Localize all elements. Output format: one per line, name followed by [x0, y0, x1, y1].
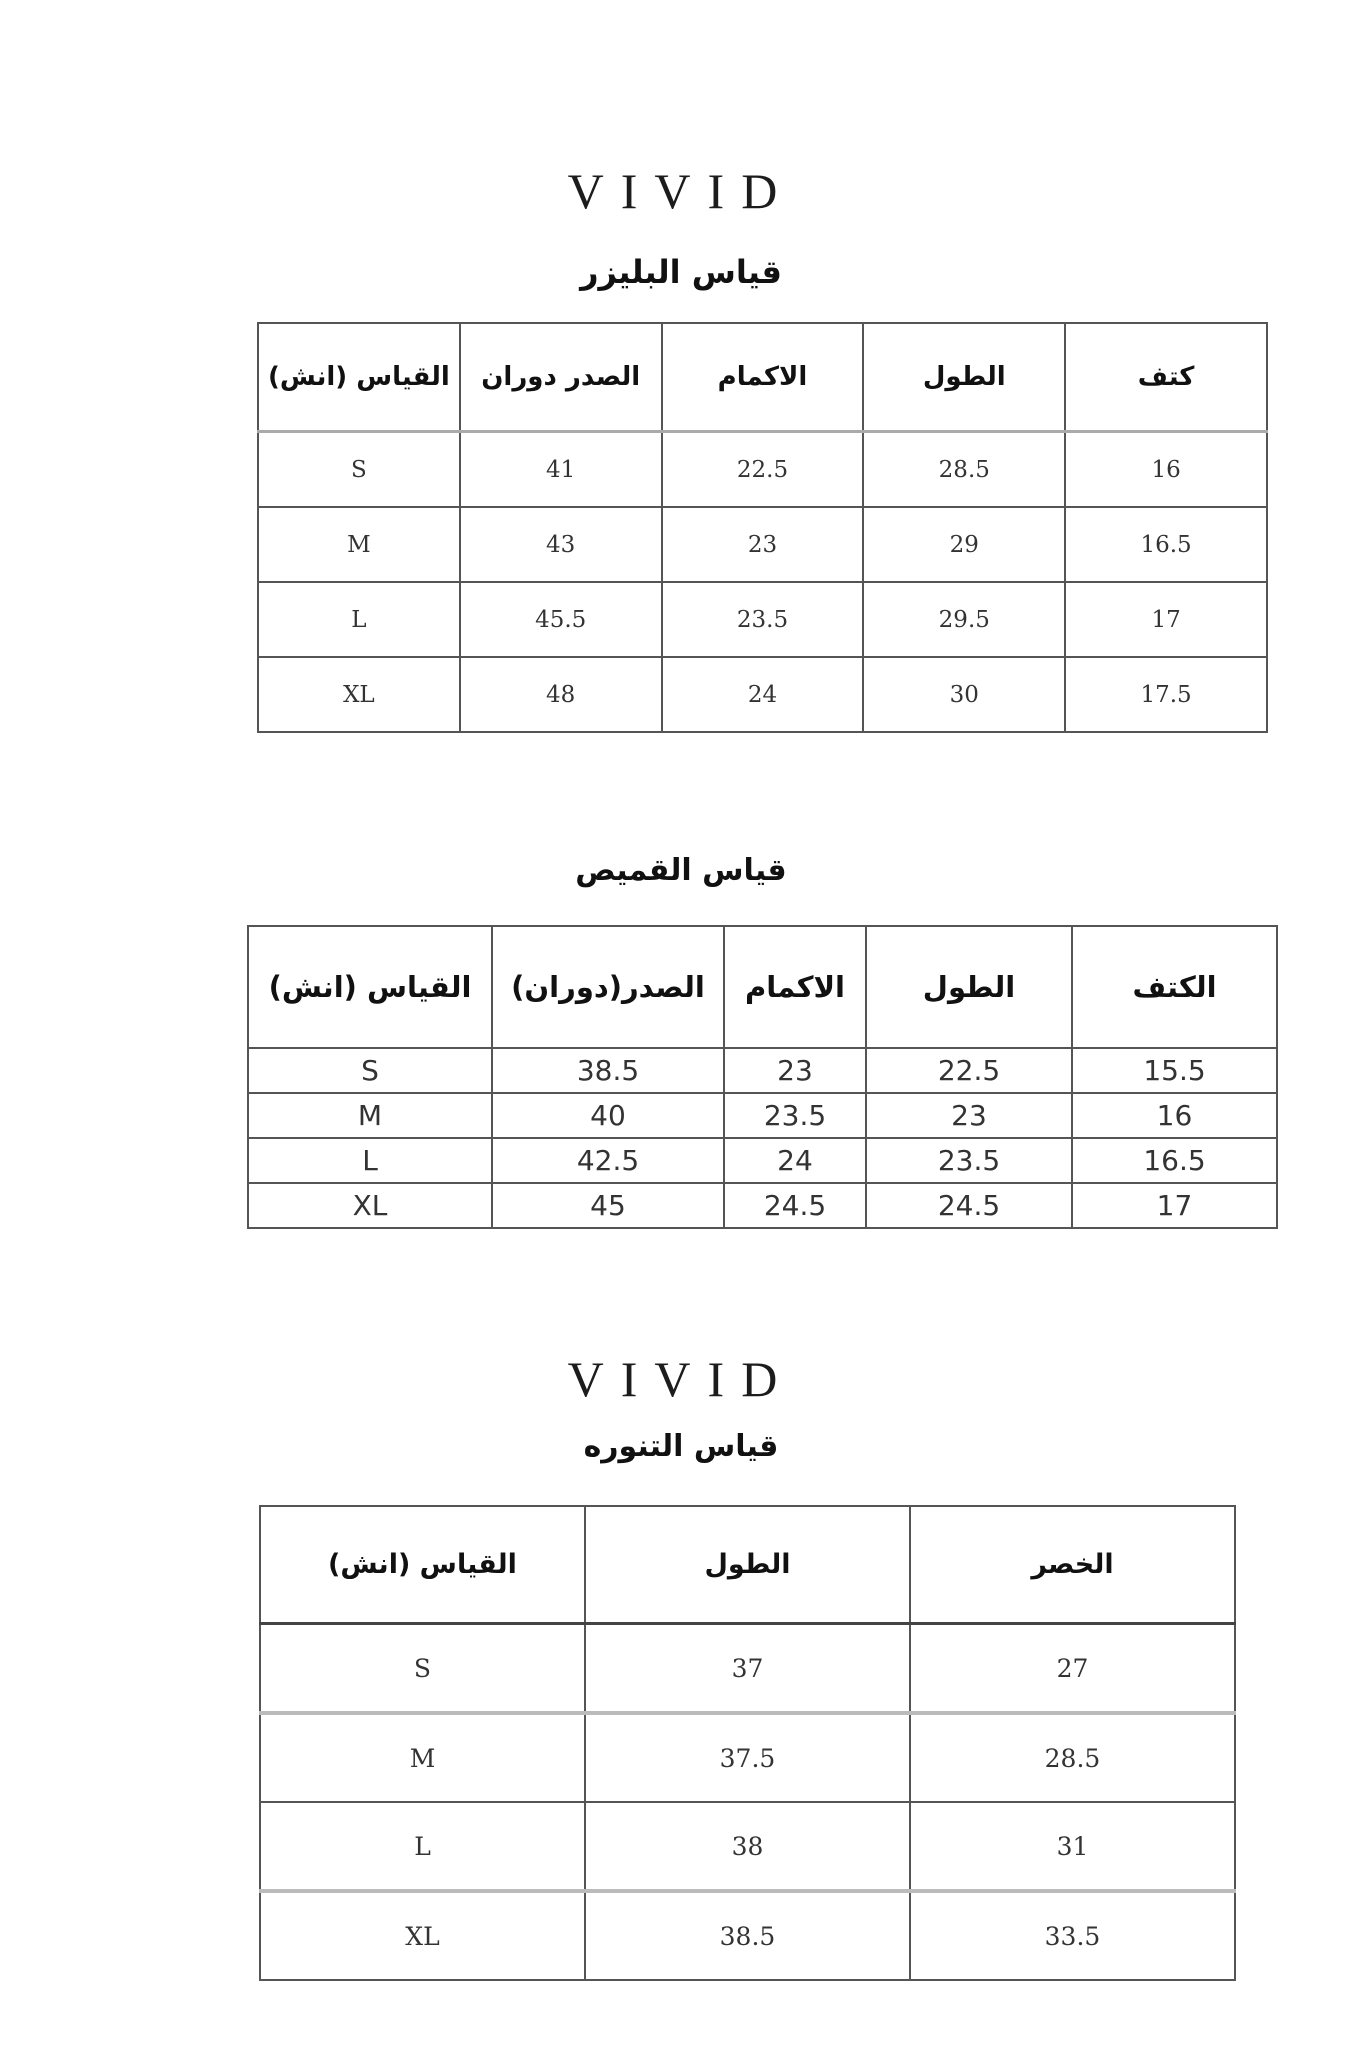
header-size: القياس (انش)	[248, 926, 492, 1048]
skirt-title: قياس التنوره	[583, 1429, 779, 1464]
cell: 40	[492, 1093, 724, 1138]
cell: 24.5	[724, 1183, 866, 1228]
table-row	[258, 582, 1267, 657]
header-chest: الصدر(دوران)	[492, 926, 724, 1048]
cell: 48	[460, 657, 662, 732]
cell: L	[260, 1802, 585, 1891]
header-shoulder: كتف	[1065, 323, 1267, 432]
cell: M	[260, 1713, 585, 1802]
table-row	[248, 1183, 1277, 1228]
cell: 16.5	[1065, 507, 1267, 582]
header-sleeves: الاكمام	[724, 926, 866, 1048]
cell: 37	[585, 1624, 910, 1714]
cell: 41	[460, 432, 662, 508]
blazer-title: قياس البليزر	[580, 253, 782, 291]
cell: XL	[258, 657, 460, 732]
cell: 22.5	[662, 432, 864, 508]
cell: 38.5	[585, 1891, 910, 1980]
cell: 45	[492, 1183, 724, 1228]
cell: 31	[910, 1802, 1235, 1891]
table-row	[248, 1048, 1277, 1093]
cell: 38	[585, 1802, 910, 1891]
cell: 16	[1072, 1093, 1277, 1138]
cell: 28.5	[863, 432, 1065, 508]
shirt-size-table	[247, 925, 1278, 1229]
cell: 15.5	[1072, 1048, 1277, 1093]
cell: 30	[863, 657, 1065, 732]
cell: 17	[1065, 582, 1267, 657]
cell: XL	[248, 1183, 492, 1228]
cell: 33.5	[910, 1891, 1235, 1980]
table-row	[260, 1802, 1235, 1891]
cell: 29	[863, 507, 1065, 582]
shirt-title: قياس القميص	[575, 853, 787, 888]
blazer-size-table	[257, 322, 1268, 733]
table-row	[258, 657, 1267, 732]
header-length: الطول	[866, 926, 1072, 1048]
cell: 16	[1065, 432, 1267, 508]
cell: 23	[662, 507, 864, 582]
header-waist: الخصر	[910, 1506, 1235, 1624]
table-row	[248, 1138, 1277, 1183]
cell: 38.5	[492, 1048, 724, 1093]
table-row	[260, 1624, 1235, 1714]
cell: 42.5	[492, 1138, 724, 1183]
cell: 24.5	[866, 1183, 1072, 1228]
header-size: القياس (انش)	[258, 323, 460, 432]
brand-logo-bottom: VIVID	[567, 1351, 795, 1407]
table-row	[260, 1891, 1235, 1980]
cell: 24	[662, 657, 864, 732]
cell: 28.5	[910, 1713, 1235, 1802]
header-length: الطول	[585, 1506, 910, 1624]
cell: 23	[866, 1093, 1072, 1138]
cell: 23.5	[724, 1093, 866, 1138]
table-row	[258, 432, 1267, 508]
cell: M	[258, 507, 460, 582]
cell: 22.5	[866, 1048, 1072, 1093]
cell: 17.5	[1065, 657, 1267, 732]
cell: 45.5	[460, 582, 662, 657]
cell: 37.5	[585, 1713, 910, 1802]
cell: 16.5	[1072, 1138, 1277, 1183]
table-row	[260, 1713, 1235, 1802]
cell: XL	[260, 1891, 585, 1980]
cell: 43	[460, 507, 662, 582]
cell: 23.5	[866, 1138, 1072, 1183]
cell: 27	[910, 1624, 1235, 1714]
header-size: القياس (انش)	[260, 1506, 585, 1624]
table-row	[248, 1093, 1277, 1138]
table-row	[258, 507, 1267, 582]
cell: L	[258, 582, 460, 657]
cell: 24	[724, 1138, 866, 1183]
table-header-row	[248, 926, 1277, 1048]
skirt-size-table	[259, 1505, 1236, 1981]
header-length: الطول	[863, 323, 1065, 432]
cell: S	[248, 1048, 492, 1093]
cell: S	[260, 1624, 585, 1714]
header-sleeves: الاكمام	[662, 323, 864, 432]
table-header-row	[260, 1506, 1235, 1624]
cell: 29.5	[863, 582, 1065, 657]
cell: L	[248, 1138, 492, 1183]
cell: 23.5	[662, 582, 864, 657]
cell: S	[258, 432, 460, 508]
cell: 23	[724, 1048, 866, 1093]
table-header-row	[258, 323, 1267, 432]
header-shoulder: الكتف	[1072, 926, 1277, 1048]
cell: 17	[1072, 1183, 1277, 1228]
header-chest: الصدر دوران	[460, 323, 662, 432]
brand-logo-top: VIVID	[567, 163, 795, 219]
cell: M	[248, 1093, 492, 1138]
